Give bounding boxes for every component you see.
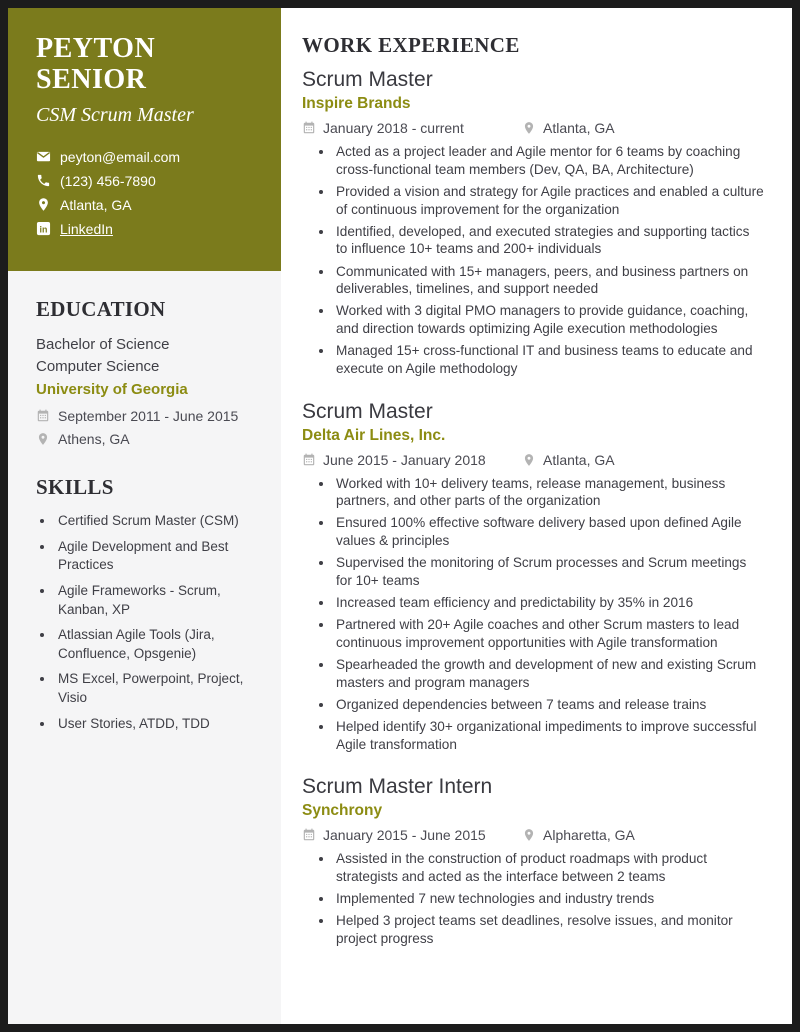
linkedin-link[interactable]: LinkedIn — [60, 220, 113, 237]
job-bullet: • Worked with 10+ delivery teams, release management, business partners, and other parts of the organization — [334, 475, 764, 510]
job-location: Atlanta, GA — [543, 120, 615, 136]
job-bullet-list — [302, 475, 764, 754]
calendar-icon — [302, 121, 316, 135]
job-location: Alpharetta, GA — [543, 827, 635, 844]
contact-location — [36, 197, 257, 213]
skill-item: • Agile Development and Best Practices — [55, 538, 259, 575]
education-location-row — [36, 431, 259, 447]
job-location-cell — [522, 827, 635, 843]
location-icon — [36, 432, 50, 446]
svg-text:in: in — [39, 224, 48, 235]
company-name: Synchrony — [302, 802, 383, 820]
calendar-icon — [302, 828, 316, 842]
job-bullet: • Supervised the monitoring of Scrum processes and Scrum meetings for 10+ teams — [334, 554, 764, 589]
job-title: Scrum Master Intern — [302, 775, 493, 799]
skills-list — [36, 512, 259, 733]
contact-location-text: Atlanta, GA — [60, 196, 132, 213]
sidebar-body — [8, 271, 281, 761]
job-title: Scrum Master — [302, 399, 433, 423]
location-icon — [522, 828, 536, 842]
education-school: University of Georgia — [36, 380, 188, 398]
job-dates-cell — [302, 827, 522, 843]
job-location-cell — [522, 120, 615, 136]
job-bullet: • Increased team efficiency and predictability by 35% in 2016 — [334, 594, 764, 612]
linkedin-icon — [36, 221, 51, 236]
job-dates: January 2018 - current — [323, 120, 464, 136]
calendar-icon — [36, 409, 50, 423]
job-bullet: • Worked with 3 digital PMO managers to provide guidance, coaching, and direction towards optimizing Agile execution methodologies — [334, 302, 764, 337]
education-degree: Bachelor of Science — [36, 335, 170, 353]
contact-phone-text: (123) 456-7890 — [60, 172, 156, 189]
location-icon — [36, 197, 51, 212]
skill-item: • Certified Scrum Master (CSM) — [55, 512, 259, 531]
location-icon — [522, 453, 536, 467]
job-dates-cell — [302, 452, 522, 468]
job-bullet: • Implemented 7 new technologies and industry trends — [334, 890, 764, 908]
job-entry — [302, 400, 764, 754]
job-dates: January 2015 - June 2015 — [323, 827, 486, 844]
work-experience-heading: WORK EXPERIENCE — [302, 33, 520, 57]
email-icon — [36, 149, 51, 164]
job-location-cell — [522, 452, 615, 468]
contact-list — [36, 149, 257, 237]
job-entry — [302, 68, 764, 378]
contact-linkedin — [36, 221, 257, 237]
candidate-role: CSM Scrum Master — [36, 103, 194, 126]
job-entry — [302, 775, 764, 947]
job-meta-row — [302, 452, 764, 468]
job-location: Atlanta, GA — [543, 451, 615, 468]
calendar-icon — [302, 453, 316, 467]
job-bullet: • Acted as a project leader and Agile mentor for 6 teams by coaching cross-functional team members (Dev, QA, BA, Architecture) — [334, 143, 764, 178]
resume-page — [8, 8, 792, 1024]
skill-item: • MS Excel, Powerpoint, Project, Visio — [55, 670, 259, 707]
job-bullet: • Ensured 100% effective software delivery based upon defined Agile values & principles — [334, 514, 764, 549]
skill-item: • User Stories, ATDD, TDD — [55, 715, 259, 734]
job-title: Scrum Master — [302, 68, 433, 91]
work-experience-column — [281, 8, 792, 1024]
job-bullet: • Spearheaded the growth and development of new and existing Scrum masters and program managers — [334, 656, 764, 691]
job-dates-cell — [302, 120, 522, 136]
contact-phone — [36, 173, 257, 189]
contact-email — [36, 149, 257, 165]
skills-section — [36, 475, 259, 733]
phone-icon — [36, 173, 51, 188]
job-meta-row — [302, 120, 764, 136]
job-bullet: • Assisted in the construction of product roadmaps with product strategists and acted as the interface between 2 teams — [334, 850, 764, 885]
job-meta-row — [302, 827, 764, 843]
sidebar-header — [8, 8, 281, 271]
location-icon — [522, 121, 536, 135]
education-dates: September 2011 - June 2015 — [58, 408, 239, 425]
sidebar — [8, 8, 281, 1024]
company-name: Delta Air Lines, Inc. — [302, 426, 446, 444]
skills-heading: SKILLS — [36, 475, 114, 500]
job-bullet-list — [302, 143, 764, 378]
job-bullet: • Managed 15+ cross-functional IT and business teams to educate and execute on Agile methodology — [334, 342, 764, 377]
job-bullet: • Provided a vision and strategy for Agile practices and enabled a culture of continuous improvement for the organization — [334, 183, 764, 218]
skill-item: • Atlassian Agile Tools (Jira, Confluence, Opsgenie) — [55, 626, 259, 663]
job-bullet: • Helped identify 30+ organizational impediments to improve successful Agile transformation — [334, 718, 764, 753]
contact-email-text: peyton@email.com — [60, 148, 181, 165]
job-bullet: • Communicated with 15+ managers, peers, and business partners on deliverables, timelines, and support needed — [334, 263, 764, 298]
education-field: Computer Science — [36, 358, 160, 376]
job-dates: June 2015 - January 2018 — [323, 451, 486, 468]
education-location: Athens, GA — [58, 431, 130, 448]
job-bullet: • Identified, developed, and executed strategies and supporting tactics to influence 10+ teams and 200+ individuals — [334, 223, 764, 258]
candidate-name: PEYTON SENIOR — [36, 33, 156, 95]
job-bullet: • Partnered with 20+ Agile coaches and other Scrum masters to lead continuous improvement opportunities with Agile transformation — [334, 616, 764, 651]
education-section — [36, 297, 259, 448]
skill-item: • Agile Frameworks - Scrum, Kanban, XP — [55, 582, 259, 619]
job-bullet: • Helped 3 project teams set deadlines, resolve issues, and monitor project progress — [334, 912, 764, 947]
job-bullet-list — [302, 850, 764, 947]
education-heading: EDUCATION — [36, 296, 166, 321]
company-name: Inspire Brands — [302, 95, 411, 112]
job-bullet: • Organized dependencies between 7 teams and release trains — [334, 696, 764, 714]
education-dates-row — [36, 408, 259, 424]
